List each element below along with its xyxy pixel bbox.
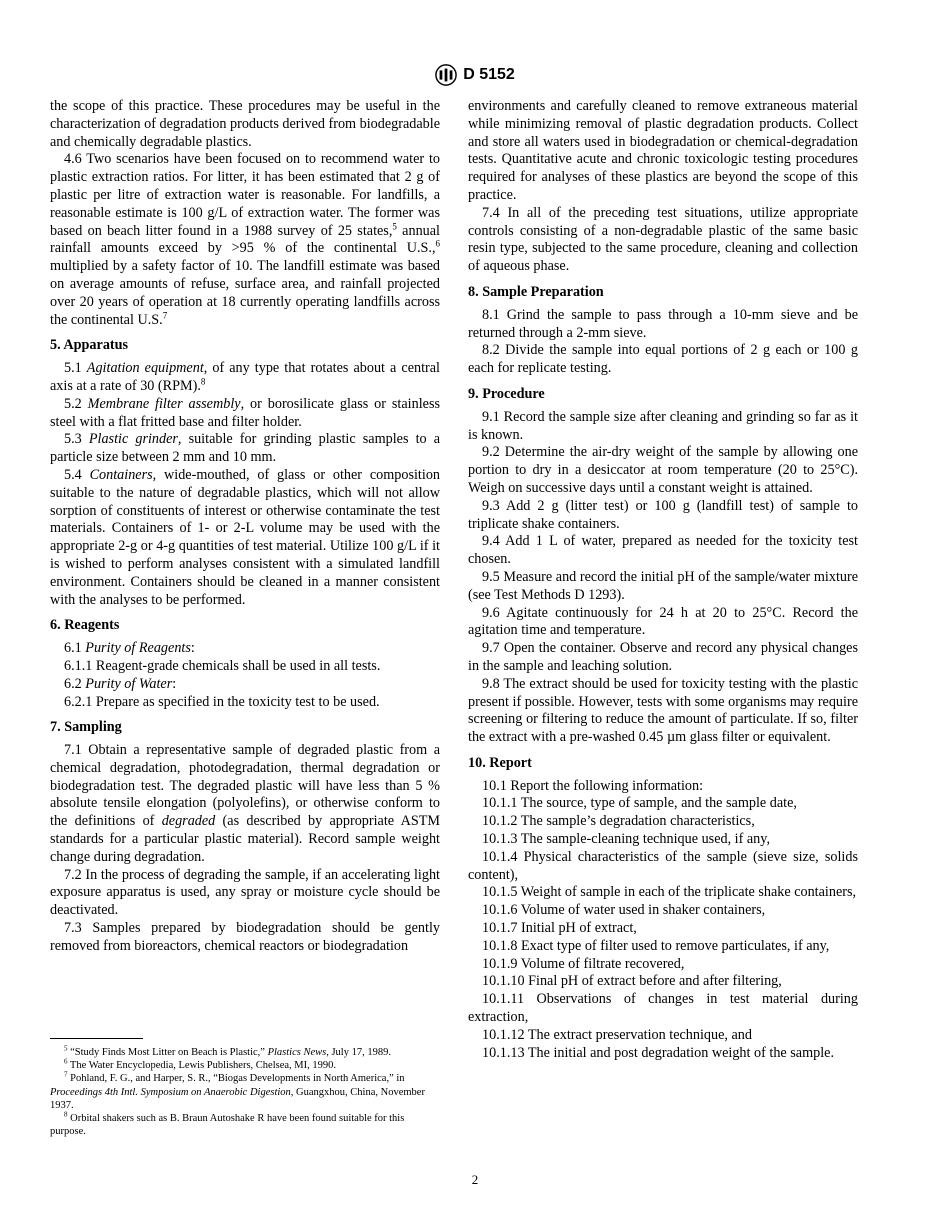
list-item: 10.1.7 Initial pH of extract,: [482, 920, 637, 937]
list-item: 10.1.4 Physical characteristics of the sample (sieve size, solids content),: [468, 848, 858, 883]
list-item: 10.1.6 Volume of water used in shaker containers,: [482, 902, 766, 919]
paragraph: 6.1 Purity of Reagents:: [64, 640, 195, 657]
list-item: 10.1.8 Exact type of filter used to remove particulates, if any,: [482, 937, 830, 954]
footnote-ref: 5: [392, 220, 397, 231]
footnote: $^5$ “Study Finds Most Litter on Beach is Plastic,” Plastics News, July 17, 1989.: [64, 1044, 391, 1058]
paragraph: 7.1 Obtain a representative sample of degraded plastic from a chemical degradation, photodegradation, thermal degradation or biodegradation test. The degraded plastic will have less than 5 % absolute tensile elongation (polyolefins), or otherwise conform to the definitions of degraded (as described by appropriate ASTM standards for a particular plastic material). Record sample weight change during degradation.: [50, 742, 441, 865]
paragraph-4-6: 4.6 Two scenarios have been focused on to recommend water to plastic extraction ratios. For litter, it has been estimated that 2 g of plastic per litre of extraction water is reasonable. For landfills, a reasonable estimate is 100 g/L of extraction water. The former was based on beach litter found in a 1988 survey of 25 states,$^5$ annual rainfall amounts exceed by >95 % of the continental U.S.,$^6$ multiplied by a safety factor of 10. The landfill estimate was based on average amounts of refuse, surface area, and rainfall projected over 20 years of operation at 18 currently operating landfills across the continental U.S.$^7$: [50, 151, 440, 328]
footnote: $^7$ Pohland, F. G., and Harper, S. R., “Biogas Developments in North America,” in Proceedings 4th Intl. Symposium on Anaerobic Digestion, Guangxhou, China, November 1937.: [50, 1070, 425, 1111]
paragraph: environments and carefully cleaned to remove extraneous material while minimizing removal of plastic degradation products. Collect and store all waters used in biodegradation or chemical-degradation tests. Quantitative acute and chronic toxicologic testing procedures required for analyses of these plastics are beyond the scope of this practice.: [468, 98, 858, 203]
section-heading: 6. Reagents: [50, 617, 120, 634]
paragraph: 6.2 Purity of Water:: [64, 675, 177, 692]
footnote: $^6$ The Water Encyclopedia, Lewis Publishers, Chelsea, MI, 1990.: [64, 1057, 336, 1072]
paragraph: 5.3 Plastic grinder, suitable for grinding plastic samples to a particle size between 2 mm and 10 mm.: [50, 431, 441, 466]
list-item: 10.1.12 The extract preservation technique, and: [482, 1026, 752, 1043]
list-item: 10.1.1 The source, type of sample, and the sample date,: [482, 795, 797, 812]
footnotes: [50, 1046, 440, 1138]
paragraph: 9.1 Record the sample size after cleaning and grinding so far as it is known.: [468, 408, 858, 443]
section-heading: 5. Apparatus: [50, 337, 129, 354]
footnote-ref: 8: [200, 376, 206, 387]
section-heading: 9. Procedure: [468, 385, 545, 402]
paragraph: 5.2 Membrane filter assembly, or borosilicate glass or stainless steel with a flat fritted base and filter holder.: [50, 395, 440, 430]
list-item: 10.1 Report the following information:: [482, 777, 704, 794]
paragraph: 8.2 Divide the sample into equal portions of 2 g each or 100 g each for replicate testing.: [468, 342, 858, 377]
footnote-ref: 6: [435, 238, 440, 249]
paragraph: 9.8 The extract should be used for toxicity testing with the plastic present if possible. However, tests with some organisms may require screening or filtering to reduce the amount of particulate. If so, filter the extract with a pre-washed 0.45 µm glass filter or equivalent.: [468, 675, 858, 746]
page-header: [0, 62, 950, 88]
paragraph: 5.1 Agitation equipment, of any type that rotates about a central axis at a rate of 30 (RPM).$^8$: [50, 360, 440, 394]
paragraph: 8.1 Grind the sample to pass through a 10-mm sieve and be returned through a 2-mm sieve.: [468, 306, 858, 341]
footnote: $^8$ Orbital shakers such as B. Braun Autoshake R have been found suitable for this purpose.: [50, 1110, 405, 1138]
list-item: 10.1.9 Volume of filtrate recovered,: [482, 955, 685, 972]
paragraph: 9.3 Add 2 g (litter test) or 100 g (landfill test) of sample to triplicate shake containers.: [468, 497, 858, 532]
right-column: [468, 98, 858, 1062]
list-item: 10.1.2 The sample’s degradation characteristics,: [482, 813, 755, 830]
paragraph: 7.2 In the process of degrading the sample, if an accelerating light exposure apparatus is used, any spray or moisture cycle should be deactivated.: [50, 866, 440, 919]
left-column: [50, 98, 440, 956]
paragraph: 6.1.1 Reagent-grade chemicals shall be used in all tests.: [64, 657, 381, 674]
paragraph: 9.4 Add 1 L of water, prepared as needed for the toxicity test chosen.: [468, 533, 858, 568]
list-item: 10.1.10 Final pH of extract before and after filtering,: [482, 973, 782, 990]
page-number: 2: [471, 1172, 479, 1187]
astm-logo-icon: [435, 64, 457, 86]
list-item: 10.1.5 Weight of sample in each of the triplicate shake containers,: [482, 884, 857, 901]
section-heading: 10. Report: [468, 754, 532, 771]
paragraph: 5.4 Containers, wide-mouthed, of glass or other composition suitable to the nature of degradable plastics, which will not allow sorption of constituents of interest or otherwise contaminate the test materials. Containers of 1- or 2-L volume may be used with the appropriate 2-g or 4-g quantities of test material. Utilize 100 g/L if it is wished to perform analyses consistent with a simulated landfill environment. Containers should be cleaned in a manner consistent with the analyses to be performed.: [50, 466, 441, 608]
paragraph: 7.4 In all of the preceding test situations, utilize appropriate controls consisting of a non-degradable plastic of the same basic resin type, subjected to the same procedure, cleaning and collection of aqueous phase.: [468, 204, 858, 275]
paragraph: 9.6 Agitate continuously for 24 h at 20 to 25°C. Record the agitation time and temperature.: [468, 604, 858, 639]
paragraph: the scope of this practice. These procedures may be useful in the characterization of degradation products derived from biodegradable and chemically degradable plastics.: [50, 98, 440, 150]
standard-designation: D 5152: [463, 66, 515, 83]
paragraph: 7.3 Samples prepared by biodegradation should be gently removed from bioreactors, chemical reactors or biodegradation: [50, 920, 440, 954]
list-item: 10.1.3 The sample-cleaning technique used, if any,: [482, 831, 770, 848]
paragraph: 9.2 Determine the air-dry weight of the sample by allowing one portion to dry in a desiccator at room temperature (20 to 25°C). Weigh on successive days until a constant weight is attained.: [468, 444, 858, 496]
paragraph: 9.7 Open the container. Observe and record any physical changes in the sample and leaching solution.: [468, 640, 858, 674]
paragraph: 6.2.1 Prepare as specified in the toxicity test to be used.: [64, 693, 380, 710]
list-item: 10.1.13 The initial and post degradation weight of the sample.: [482, 1044, 834, 1061]
report-list: [468, 778, 858, 1063]
section-heading: 8. Sample Preparation: [468, 283, 604, 300]
section-heading: 7. Sampling: [50, 719, 122, 736]
footnote-divider: [50, 1038, 143, 1039]
paragraph: 9.5 Measure and record the initial pH of the sample/water mixture (see Test Methods D 1293).: [468, 568, 858, 603]
footnote-ref: 7: [162, 309, 168, 320]
list-item: 10.1.11 Observations of changes in test material during extraction,: [468, 991, 858, 1026]
